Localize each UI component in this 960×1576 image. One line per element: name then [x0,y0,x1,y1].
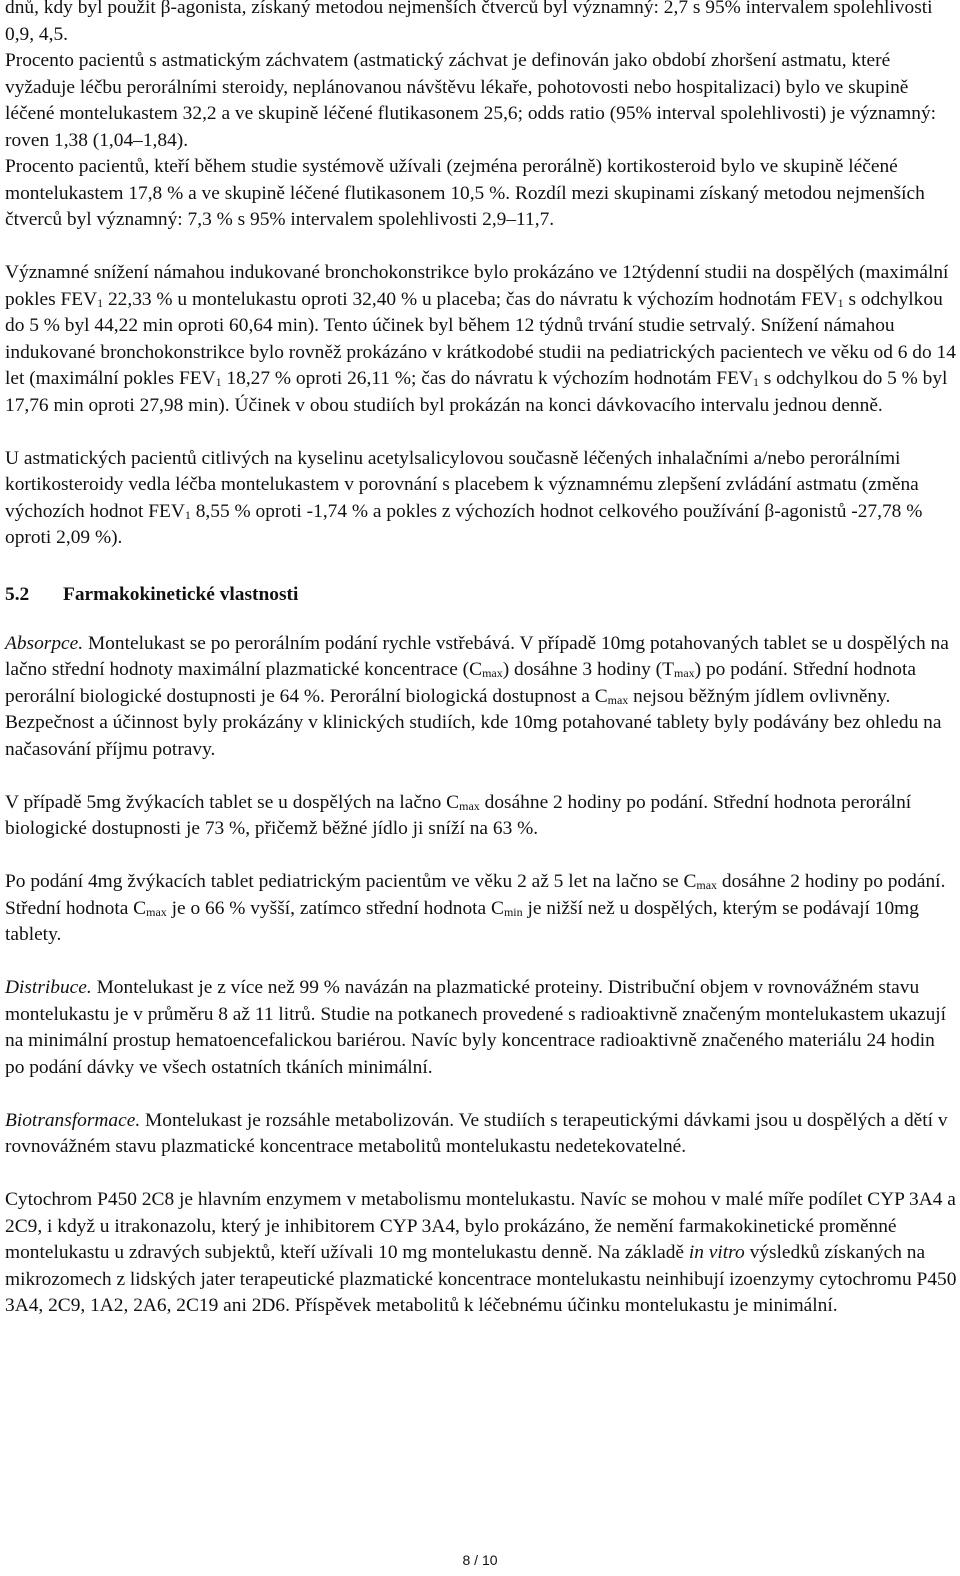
paragraph-biotransformation: Biotransformace. Montelukast je rozsáhle metabolizován. Ve studiích s terapeutickými dávkami jsou u dospělých a dětí v rovnovážném stavu plazmatické koncentrace metabolitů montelukastu nedetekovatelné. [5,1109,948,1157]
spacer [5,1081,957,1108]
spacer [5,843,957,870]
section-title: Farmakokinetické vlastnosti [63,584,299,605]
document-page [5,0,957,1320]
absorption-label: Absorpce. [5,632,84,654]
biotransformation-label: Biotransformace. [5,1109,141,1131]
paragraph-distribution: Distribuce. Montelukast je z více než 99 % navázán na plazmatické proteiny. Distribuční objem v rovnovážném stavu montelukastu je v průměru 8 až 11 litrů. Studie na potkanech provedené s radioaktivně značeným montelukastem ukazují na minimální prostup hematoencefalickou bariérou. Navíc byly koncentrace radioaktivně značeného materiálu 24 hodin po podání dávky ve všech ostatních tkáních minimální. [5,977,947,1078]
section-number: 5.2 [5,584,30,605]
paragraph-absorption: Absorpce. Montelukast se po perorálním podání rychle vstřebává. V případě 10mg potahovaných tablet se u dospělých na lačno střední hodnoty maximální plazmatické koncentrace $(C_{max})$ dosáhne 3 hodiny $(T_{max})$ po podání. Střední hodnota perorální biologické dostupnosti je 64 %. Perorální biologická dostupnost a $C_{max}$ nejsou běžným jídlem ovlivněny. Bezpečnost a účinnost byly prokázány v klinických studiích, kde 10mg potahované tablety byly podávány bez ohledu na načasování příjmu potravy. [5,632,949,760]
paragraph-exercise-bronchoconstriction: Významné snížení námahou indukované bronchokonstrikce bylo prokázáno ve 12týdenní studii na dospělých (maximální pokles $FEV_1$ 22,33 % u montelukastu oproti 32,40 % u placeba; čas do návratu k výchozím hodnotám $FEV_1$ s odchylkou do 5 % byl 44,22 min oproti 60,64 min). Tento účinek byl během 12 týdnů trvání studie setrvalý. Snížení námahou indukované bronchokonstrikce bylo rovněž prokázáno v krátkodobé studii na pediatrických pacientech ve věku od 6 do 14 let (maximální pokles $FEV_1$ 18,27 % oproti 26,11 %; čas do návratu k výchozím hodnotám $FEV_1$ s odchylkou do 5 % byl 17,76 min oproti 27,98 min). Účinek v obou studiích byl prokázán na konci dávkovacího intervalu jednou denně. [5,262,956,416]
spacer [5,613,957,631]
spacer [5,234,957,261]
paragraph-cytochrome: Cytochrom P450 2C8 je hlavním enzymem v metabolismu montelukastu. Navíc se mohou v malé míře podílet CYP 3A4 a 2C9, i když u itrakonazolu, který je inhibitorem CYP 3A4, bylo prokázáno, že nemění farmakokinetické proměnné montelukastu u zdravých subjektů, kteří užívali 10 mg montelukastu denně. Na základě in vitro výsledků získaných na mikrozomech z lidských jater terapeutické plazmatické koncentrace montelukastu neinhibují izoenzymy cytochromu P450 3A4, 2C9, 1A2, 2A6, 2C19 ani 2D6. Příspěvek metabolitů k léčebnému účinku montelukastu je minimální. [5,1189,957,1316]
paragraph-absorption-5mg: V případě 5mg žvýkacích tablet se u dospělých na lačno $C_{max}$ dosáhne 2 hodiny po podání. Střední hodnota perorální biologické dostupnosti je 73 %, přičemž běžné jídlo ji sníží na 63 %. [5,791,912,839]
spacer [5,552,957,579]
spacer [5,1161,957,1188]
paragraph-asthma-attack: Procento pacientů s astmatickým záchvatem (astmatický záchvat je definován jako období zhoršení astmatu, které vyžaduje léčbu perorálními steroidy, neplánovanou návštěvu lékaře, pohotovosti nebo hospitalizaci) bylo ve skupině léčené montelukastem 32,2 a ve skupině léčené flutikasonem 25,6; odds ratio (95% interval spolehlivosti) je významný: roven 1,38 (1,04–1,84). [5,50,937,151]
spacer [5,419,957,446]
section-heading [5,582,957,609]
paragraph-aspirin-sensitive: U astmatických pacientů citlivých na kyselinu acetylsalicylovou současně léčených inhalačními a/nebo perorálními kortikosteroidy vedla léčba montelukastem v porovnání s placebem k významnému zlepšení zvládání astmatu (změna výchozích hodnot $FEV_1$ 8,55 % oproti -1,74 % a pokles z výchozích hodnot celkového používání β-agonistů -27,78 % oproti 2,09 %). [5,447,923,548]
paragraph-corticosteroid-use: Procento pacientů, kteří během studie systémově užívali (zejména perorálně) kortikosteroid bylo ve skupině léčené montelukastem 17,8 % a ve skupině léčené flutikasonem 10,5 %. Rozdíl mezi skupinami získaný metodou nejmenších čtverců byl významný: 7,3 % s 95% intervalem spolehlivosti 2,9–11,7. [5,156,925,230]
paragraph-absorption-4mg: Po podání 4mg žvýkacích tablet pediatrickým pacientům ve věku 2 až 5 let na lačno se $C_{max}$ dosáhne 2 hodiny po podání. Střední hodnota $C_{max}$ je o 66 % vyšší, zatímco střední hodnota $C_{min}$ je nižší než u dospělých, kterým se podávají 10mg tablety. [5,871,946,945]
spacer [5,949,957,976]
distribution-label: Distribuce. [5,977,92,998]
spacer [5,763,957,790]
paragraph-beta-agonist-result: dnů, kdy byl použit β-agonista, získaný metodou nejmenších čtverců byl významný: 2,7 s 95% intervalem spolehlivosti 0,9, 4,5. [5,0,933,45]
page-number: 8 / 10 [462,1552,498,1568]
